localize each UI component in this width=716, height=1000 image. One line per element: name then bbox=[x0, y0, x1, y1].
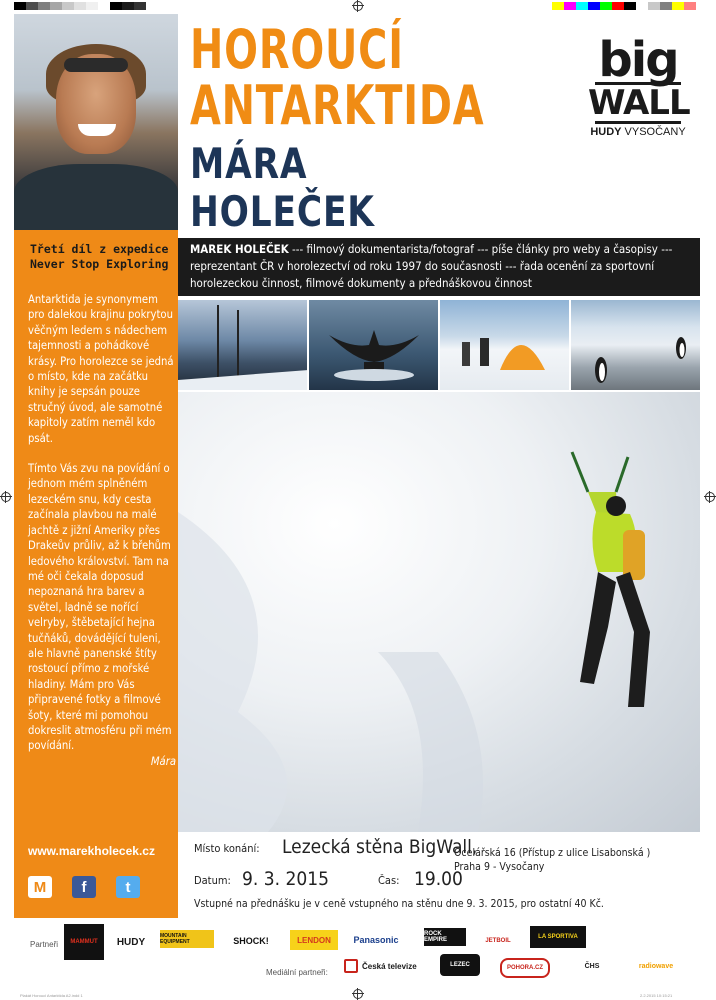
shock-logo: SHOCK! bbox=[233, 936, 269, 946]
climber-figure bbox=[558, 422, 678, 722]
print-crop-bar bbox=[0, 0, 716, 14]
partners-label: Partneři bbox=[30, 940, 59, 949]
swatch bbox=[14, 2, 26, 10]
photo-yacht bbox=[178, 300, 307, 390]
registration-mark-icon bbox=[353, 1, 363, 11]
twitter-icon[interactable]: t bbox=[116, 876, 140, 898]
color-swatch bbox=[636, 2, 648, 10]
sidebar bbox=[14, 230, 178, 918]
radiowave-logo: radiowave bbox=[638, 962, 674, 970]
print-slug-right: 2.2.2015 10:15:21 bbox=[640, 993, 673, 998]
registration-mark-icon bbox=[353, 989, 363, 999]
venue-address-line-1: Ocelářská 16 (Přístup z ulice Lisabonská ) bbox=[454, 847, 651, 859]
color-swatch bbox=[624, 2, 636, 10]
gray-swatch-bar bbox=[14, 2, 146, 10]
swatch bbox=[26, 2, 38, 10]
color-swatch bbox=[600, 2, 612, 10]
swatch bbox=[122, 2, 134, 10]
color-swatch bbox=[660, 2, 672, 10]
bio-text: --- filmový dokumentarista/fotograf --- píše články pro weby a časopisy --- reprezentant ČR v horolezectví od roku 1997 do současnosti --- řada ocenění za sportovní horolezeckou činnost, filmové dokumenty a přednáškovou činnost bbox=[190, 242, 673, 290]
venue-label: Místo konání: bbox=[194, 842, 260, 855]
swatch bbox=[86, 2, 98, 10]
venue-name: Lezecká stěna BigWall, bbox=[282, 836, 478, 858]
mara-logo-icon[interactable]: M bbox=[28, 876, 52, 898]
time-value: 19.00 bbox=[414, 868, 463, 890]
sidebar-body bbox=[28, 292, 176, 769]
speaker-name: MÁRA HOLEČEK bbox=[190, 139, 375, 236]
color-swatch bbox=[576, 2, 588, 10]
bio-bar bbox=[178, 238, 700, 296]
swatch bbox=[134, 2, 146, 10]
color-swatch bbox=[564, 2, 576, 10]
lezec-logo: LEZEC bbox=[440, 954, 480, 976]
color-swatch-bar bbox=[552, 2, 696, 10]
title-line-2: ANTARKTIDA bbox=[190, 74, 485, 137]
photo-strip bbox=[178, 300, 700, 390]
goggles-icon bbox=[64, 58, 128, 72]
swatch bbox=[50, 2, 62, 10]
swatch bbox=[74, 2, 86, 10]
color-swatch bbox=[648, 2, 660, 10]
bio-name: MAREK HOLEČEK bbox=[190, 242, 289, 256]
logo-subtitle: HUDY VYSOČANY bbox=[590, 126, 686, 138]
admission-note: Vstupné na přednášku je v ceně vstupného na stěnu dne 9. 3. 2015, pro ostatní 40 Kč. bbox=[194, 898, 604, 910]
mammut-logo: MAMMUT bbox=[64, 924, 104, 960]
title-line-1: HOROUCÍ bbox=[190, 18, 404, 81]
swatch bbox=[110, 2, 122, 10]
partners-section bbox=[14, 918, 700, 984]
chs-logo: ČHS bbox=[584, 962, 600, 970]
color-swatch bbox=[672, 2, 684, 10]
social-links bbox=[28, 876, 140, 898]
hudy-logo: HUDY bbox=[116, 936, 146, 948]
photo-penguins bbox=[571, 300, 700, 390]
media-partners-label: Mediální partneři: bbox=[266, 968, 328, 977]
facebook-icon[interactable]: f bbox=[72, 876, 96, 898]
venue-address-line-2: Praha 9 - Vysočany bbox=[454, 861, 545, 873]
pohora-logo: POHORA.CZ bbox=[500, 958, 550, 978]
registration-mark-icon bbox=[1, 492, 11, 502]
logo-wall-text: WALL bbox=[588, 83, 690, 123]
bigwall-logo bbox=[588, 32, 690, 158]
swatch bbox=[62, 2, 74, 10]
logo-big-text: big bbox=[598, 32, 678, 88]
portrait-photo bbox=[14, 14, 178, 230]
date-value: 9. 3. 2015 bbox=[242, 868, 329, 890]
time-label: Čas: bbox=[378, 874, 400, 887]
color-swatch bbox=[588, 2, 600, 10]
date-label: Datum: bbox=[194, 874, 231, 887]
hero-photo bbox=[178, 392, 700, 832]
website-link[interactable]: www.marekholecek.cz bbox=[28, 844, 155, 858]
sidebar-paragraph: Antarktida je synonymem pro dalekou krajinu pokrytou věčným ledem s nádechem tajemnosti a pohádkové krásy. Pro horolezce se jedná o místo, kde na začátku knihy je sepsán pouze stručný úvod, ale samotné kapitoly zatím neměl kdo psát. bbox=[28, 293, 174, 445]
color-swatch bbox=[684, 2, 696, 10]
color-swatch bbox=[612, 2, 624, 10]
rock-empire-logo: ROCK EMPIRE bbox=[424, 928, 466, 946]
mountain-equipment-logo: MOUNTAIN EQUIPMENT bbox=[160, 930, 214, 948]
panasonic-logo: Panasonic bbox=[353, 935, 399, 945]
sidebar-paragraph: Tímto Vás zvu na povídání o jednom mém splněném lezeckém snu, kdy cesta začínala plavbou na malé jachtě z jižní Ameriky přes Drakeův průliv, až k břehům ledového království. Tam na mé oči čekala doposud nepoznaná hra barev a světel, ladně se nořící velryby, štěbetající hejna tučňáků, dovádějící tuleni, ale hlavně panenské štíty rostoucí přímo z mořské hladiny. Mám pro Vás připravené fotky a filmové šoty, které mi pomohou dokreslit atmosféru při mém povídání. bbox=[28, 462, 172, 753]
swatch bbox=[38, 2, 50, 10]
swatch bbox=[98, 2, 110, 10]
color-swatch bbox=[552, 2, 564, 10]
photo-camp bbox=[440, 300, 569, 390]
event-details bbox=[178, 832, 700, 918]
sidebar-heading: Třetí díl z expedice Never Stop Exploring bbox=[30, 242, 169, 271]
la-sportiva-logo: LA SPORTIVA bbox=[530, 926, 586, 948]
signature: Mára bbox=[150, 754, 176, 768]
photo-whale bbox=[309, 300, 438, 390]
jetboil-logo: JETBOIL bbox=[485, 938, 511, 944]
ceska-televize-logo: Česká televize bbox=[344, 958, 426, 974]
registration-mark-icon bbox=[705, 492, 715, 502]
poster-title bbox=[190, 18, 570, 236]
print-slug-left: Plakát Horouci Antarktida A2.indd 1 bbox=[20, 993, 83, 998]
lendon-logo: LENDON bbox=[290, 930, 338, 950]
